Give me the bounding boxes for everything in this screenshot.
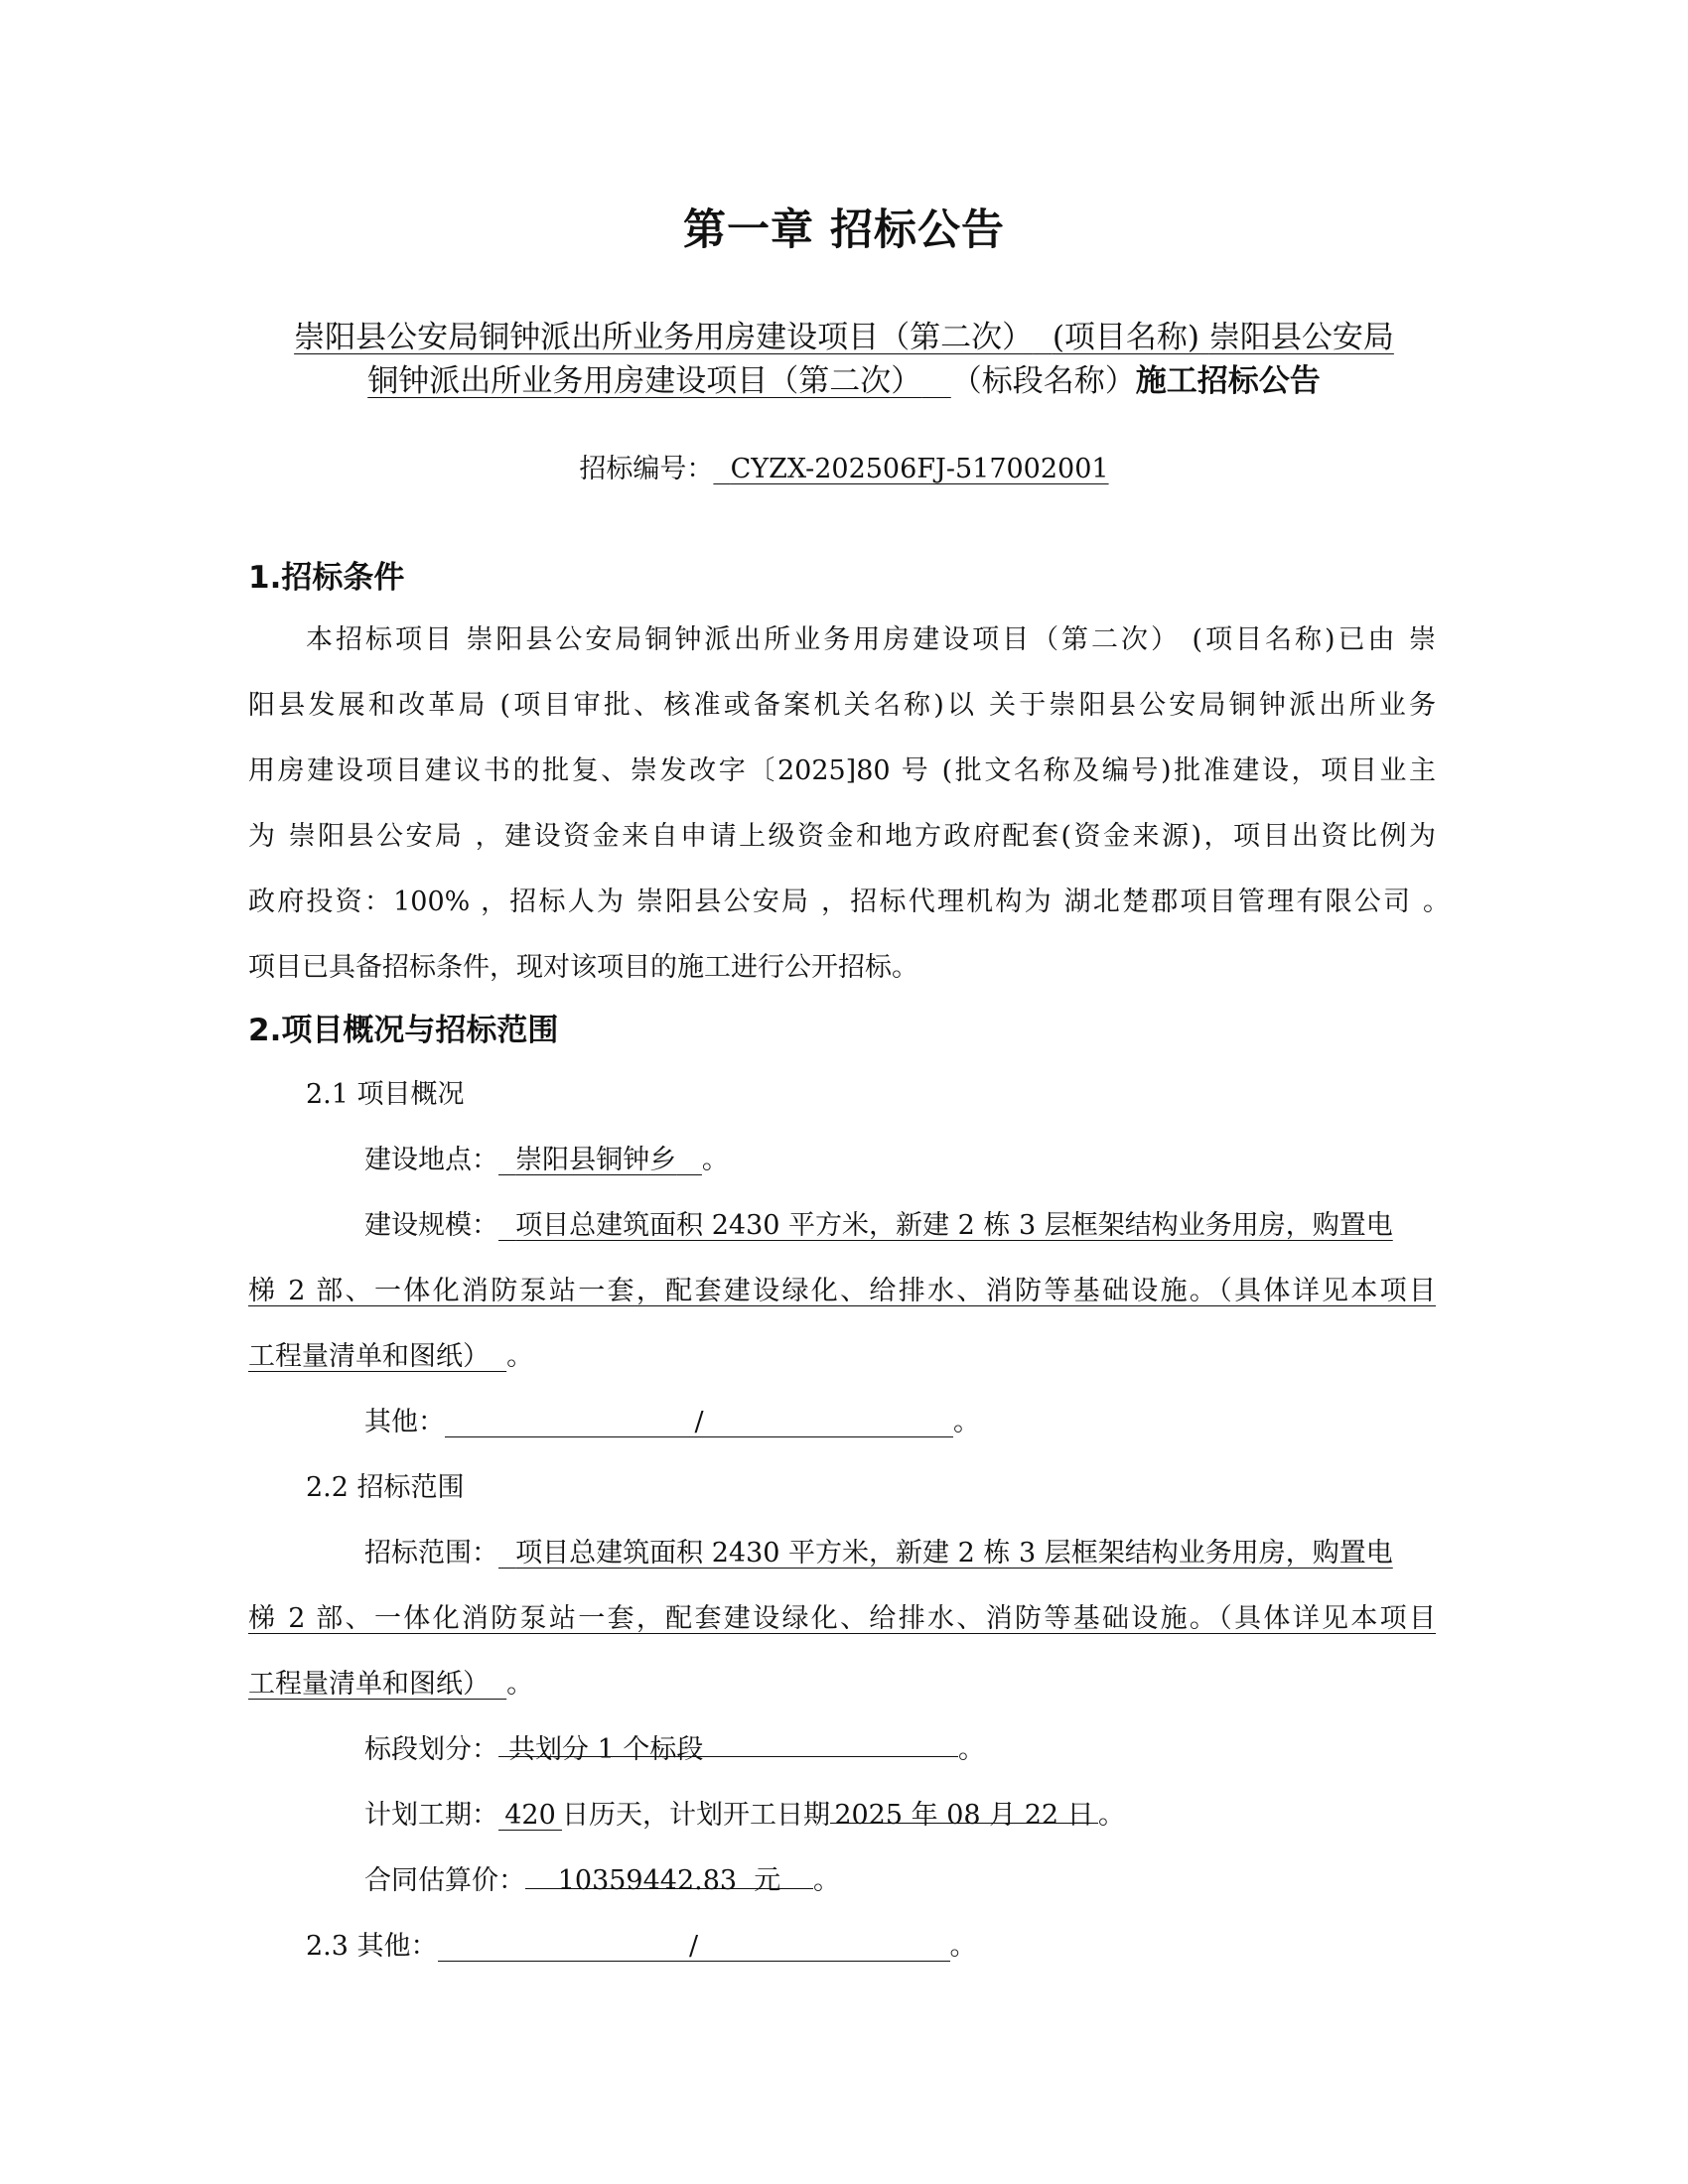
duration-line [364, 1793, 1125, 1832]
scale-line-3-text: 工程量清单和图纸） [248, 1341, 490, 1372]
announcement-title-line2 [0, 355, 1688, 400]
chapter-title: 第一章 招标公告 [683, 205, 1005, 255]
section1-line-3: 用房建设项目建议书的批复、崇发改字〔2025]80 号 (批文名称及编号)批准建设，项目业主 [248, 755, 1436, 786]
price-line [364, 1858, 840, 1897]
subsection-2-3-period: 。 [949, 1931, 977, 1962]
duration-value: 420 [498, 1800, 562, 1831]
section2-heading: 2.项目概况与招标范围 [248, 1013, 559, 1048]
bid-code-label: 招标编号： [579, 454, 714, 484]
location-label: 建设地点： [364, 1145, 498, 1175]
subsection-2-3-label: 2.3 其他： [306, 1931, 438, 1962]
division-value: 共划分 1 个标段 [498, 1727, 958, 1757]
subsection-2-1-title: 2.1 项目概况 [306, 1079, 465, 1110]
price-value: 10359442.83 [557, 1865, 738, 1896]
other-label: 其他： [364, 1407, 445, 1437]
other-line [364, 1400, 980, 1438]
scale-line-1 [364, 1203, 1436, 1242]
scope-line-1-text: 项目总建筑面积 2430 平方米，新建 2 栋 3 层框架结构业务用房，购置电 [515, 1538, 1393, 1569]
announcement-title-line1 [0, 312, 1688, 356]
title-section-start: 崇阳县公安局 [1208, 320, 1394, 355]
bid-code-value: CYZX-202506FJ-517002001 [730, 454, 1109, 484]
scope-line-2: 梯 2 部、一体化消防泵站一套，配套建设绿化、给排水、消防等基础设施。（具体详见本项目 [248, 1603, 1436, 1634]
price-unit: 元 [754, 1865, 781, 1896]
division-label: 标段划分： [364, 1734, 498, 1765]
subsection-2-2-title: 2.2 招标范围 [306, 1472, 465, 1503]
section1-line-6: 项目已具备招标条件，现对该项目的施工进行公开招标。 [248, 952, 918, 983]
location-value: 崇阳县铜钟乡 [515, 1145, 677, 1175]
title-project-label: (项目名称) [1052, 320, 1200, 355]
duration-period: 。 [1098, 1800, 1125, 1831]
division-line [364, 1727, 985, 1766]
title-project-name: 崇阳县公安局铜钟派出所业务用房建设项目（第二次） [294, 320, 1034, 355]
title-section-label: （标段名称） [950, 363, 1136, 399]
title-suffix: 施工招标公告 [1135, 363, 1321, 399]
scope-period: 。 [506, 1669, 534, 1700]
price-label: 合同估算价： [364, 1865, 525, 1896]
section1-line-1: 本招标项目 崇阳县公安局铜钟派出所业务用房建设项目（第二次） (项目名称)已由 崇 [306, 624, 1436, 655]
title-section-rest: 铜钟派出所业务用房建设项目（第二次） [367, 363, 922, 399]
price-period: 。 [813, 1865, 840, 1896]
section1-line-5: 政府投资：100% ，招标人为 崇阳县公安局 ，招标代理机构为 湖北楚郡项目管理有限公司 。 [248, 887, 1450, 917]
duration-mid: 日历天，计划开工日期 [562, 1800, 830, 1831]
other-period: 。 [953, 1407, 980, 1437]
price-value-wrap [525, 1858, 813, 1896]
scale-line-2: 梯 2 部、一体化消防泵站一套，配套建设绿化、给排水、消防等基础设施。（具体详见本项目 [248, 1276, 1436, 1306]
start-date: 2025 年 08 月 22 日 [830, 1793, 1098, 1824]
subsection-2-3-value: / [438, 1931, 950, 1962]
scale-label: 建设规模： [364, 1210, 498, 1241]
scope-line-3-text: 工程量清单和图纸） [248, 1669, 490, 1700]
duration-label: 计划工期： [364, 1800, 498, 1831]
location-period: 。 [701, 1145, 729, 1175]
other-value: / [445, 1407, 953, 1437]
location-line [364, 1138, 729, 1176]
scope-label: 招标范围： [364, 1538, 498, 1569]
section1-line-2: 阳县发展和改革局 (项目审批、核准或备案机关名称)以 关于崇阳县公安局铜钟派出所业务 [248, 690, 1436, 721]
bid-code-line [0, 447, 1688, 485]
scope-line-1 [364, 1531, 1436, 1570]
scale-line-1-text: 项目总建筑面积 2430 平方米，新建 2 栋 3 层框架结构业务用房，购置电 [515, 1210, 1393, 1241]
subsection-2-3-line [306, 1924, 977, 1963]
section1-heading: 1.招标条件 [248, 560, 405, 596]
division-period: 。 [958, 1734, 985, 1765]
section1-line-4: 为 崇阳县公安局 ，建设资金来自申请上级资金和地方政府配套(资金来源)，项目出资比例为 [248, 821, 1436, 852]
scale-period: 。 [506, 1341, 534, 1372]
scope-line-3 [248, 1662, 533, 1701]
scale-line-3 [248, 1334, 533, 1373]
